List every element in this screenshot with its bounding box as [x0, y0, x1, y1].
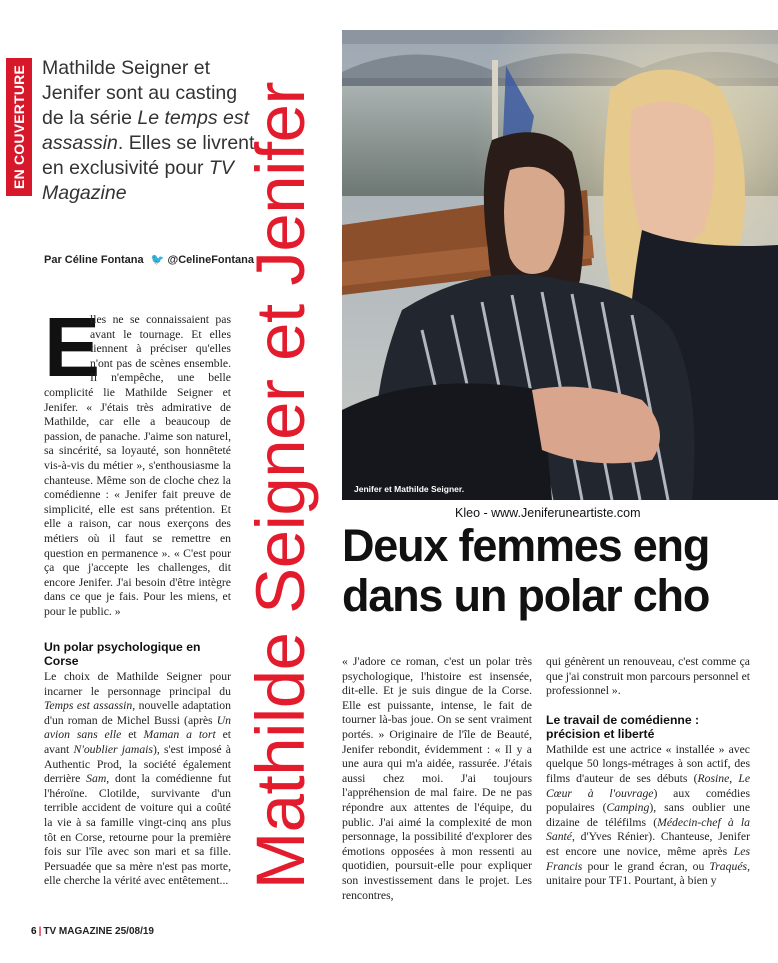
lead-paragraph: Mathilde Seigner et Jenifer sont au casting de la série Le temps est assassin. Elles se livrent en exclusivité pour TV Magazine [42, 57, 255, 204]
drop-cap: E [44, 300, 101, 394]
author-name: Par Céline Fontana [44, 254, 144, 266]
vertical-title [232, 52, 328, 920]
twitter-bird-icon: 🐦 [150, 254, 165, 266]
paragraph-mathilde: Mathilde est une actrice « installée » avec quelque 50 longs-métrages à son actif, des films d'auteur de ses débuts (Rosine, Le Cœur à l'ouvrage) aux comédies populaires (Camping), sans oublier une dizaine de téléfilms (Médecin-chef à la Santé, d'Yves Rénier). Chanteuse, Jenifer est encore une novice, même après Les Francis pour le grand écran, ou Traqués, unitaire pour TF1. Pourtant, à bien y [546, 742, 751, 888]
article-column-3 [546, 655, 750, 889]
vertical-title-text: Mathilde Seigner et Jenifer [241, 82, 319, 890]
intro-paragraph: lles ne se connaissaient pas avant le tournage. Et elles tiennent à préciser qu'elles n'ont pas de scènes ensemble. Il n'empêche, une belle complicité lie Mathilde Seigner et Jenifer. « J'étais très admirative de Mathilde, car elle a beaucoup de passion, de panache. J'aime son naturel, sa sincérité, sa loyauté, son honnêteté vis-à-vis du métier », s'enthousiasme la chanteuse. Même son de cloche chez la comédienne : « Jenifer fait preuve de simplicité, elle est sans prétention. Et elle a raison, car nous exerçons des métiers où il faut se remettre en question en permanence ». « C'est pour ça que j'accepte les challenges, dit encore Jenifer. J'ai besoin d'être intègre dans ce que je fais. Pour les miens, et pour le public. » [44, 313, 231, 618]
watermark-credit: Kleo - www.Jeniferuneartiste.com [455, 506, 641, 520]
kicker-label: EN COUVERTURE [11, 65, 27, 189]
series-title: Le temps est assassin [42, 107, 250, 154]
subhead-travail: Le travail de comédienne : précision et liberté [546, 712, 700, 741]
article-column-2 [342, 655, 532, 903]
page-number: 6 [31, 926, 37, 937]
article-column-1-intro [44, 300, 231, 619]
section-kicker [6, 58, 32, 196]
photo-illustration [342, 30, 778, 500]
folio-separator: | [38, 926, 42, 937]
paragraph-corse: « J'adore ce roman, c'est un polar très psychologique, l'histoire est insensée, dit-elle. Et je suis dingue de la Corse. Elle est puissante, intense, le fait de tourner là-bas joue. On se sent vraiment portés. » Originaire de l'île de Beauté, Jenifer rebondit, évidemment : « Il y a une aura qui m'a aidée, rassurée. J'étais aussi chez moi. J'ai toujours l'appréhension de mal faire. De ne pas répondre aux attentes de l'équipe, du public. J'ai aimé la complexité de mon personnage, la possibilité d'explorer des émotions opposées à mon ressenti au quotidien, poursuit-elle pour expliquer son investissement dans le projet. Les rencontres, [342, 655, 532, 902]
paragraph-choice: Le choix de Mathilde Seigner pour incarner le personnage principal du Temps est assassin, nouvelle adaptation d'un roman de Michel Bussi (après Un avion sans elle et Maman a tort et avant N'oublier jamais), s'est imposé à Authentic Prod, la société également derrière Sam, dont la comédienne fut l'héroïne. Clotilde, survivante d'un terrible accident de voiture qui a coûté la vie à sa famille vingt-cinq ans plus tôt en Corse, retourne pour la première fois sur l'île avec son mari et sa fille. Persuadée que sa mère n'est pas morte, elle cherche la vérité avec entêtement... [44, 670, 232, 888]
article-column-1-section [44, 640, 231, 889]
headline-line-2: dans un polar cho [342, 570, 710, 621]
page-folio [31, 926, 154, 937]
issue-info: TV MAGAZINE 25/08/19 [43, 926, 154, 937]
headline [342, 521, 778, 621]
author-handle[interactable]: @CelineFontana [167, 254, 254, 266]
photo-caption: Jenifer et Mathilde Seigner. [354, 484, 465, 494]
subhead-polar: Un polar psychologique en Corse [44, 640, 201, 668]
cover-photo [342, 30, 778, 500]
byline [44, 253, 254, 266]
magazine-name: TV Magazine [42, 157, 234, 204]
headline-line-1: Deux femmes eng [342, 521, 710, 571]
paragraph-renouveau: qui génèrent un renouveau, c'est comme ça que j'ai construit mon parcours personnel et professionnel ». [546, 655, 750, 698]
